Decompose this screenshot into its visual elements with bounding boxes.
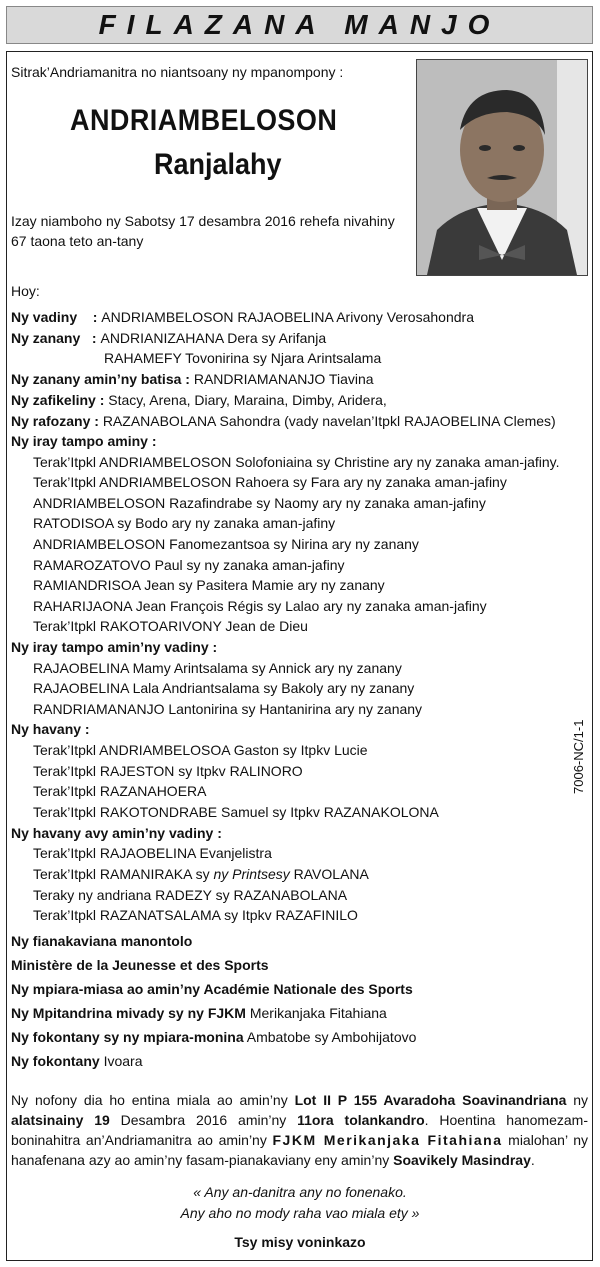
- funeral-day: alatsinainy 19: [11, 1112, 110, 1128]
- funeral-text: . Hoentina hanomezam-boninahitra an’Andriamanitra ao amin’ny: [11, 1112, 588, 1148]
- org-fokontany-1-value: Ambatobe sy Ambohijatovo: [246, 1029, 417, 1045]
- funeral-paragraph: [11, 1090, 588, 1170]
- zanany-batisa-label: Ny zanany amin’ny batisa :: [11, 371, 190, 387]
- header-bar: [6, 6, 593, 44]
- iray-tampo-aminy-item: RAMIANDRISOA Jean sy Pasitera Mamie ary ny zanany: [33, 577, 385, 593]
- havany-item: Terak’Itpkl RAJESTON sy Itpkv RALINORO: [33, 763, 303, 779]
- vadiny-value: ANDRIAMBELOSON RAJAOBELINA Arivony Verosahondra: [101, 309, 474, 325]
- funeral-text: mialohan’ ny hanafenana azy ao amin’ny fasam-pianakaviany eny amin’ny: [11, 1132, 588, 1168]
- org-academie: Ny mpiara-miasa ao amin’ny Académie Nationale des Sports: [11, 981, 413, 997]
- quote-line-1: « Any an-danitra any no fonenako.: [193, 1184, 407, 1200]
- iray-tampo-aminy-item: ANDRIAMBELOSON Razafindrabe sy Naomy ary ny zanaka aman-jafiny: [33, 495, 486, 511]
- iray-tampo-vadiny-item: RANDRIAMANANJO Lantonirina sy Hantanirina ary ny zanany: [33, 701, 423, 717]
- reference-code: 7006-NC/1-1: [571, 719, 586, 794]
- funeral-church: FJKM Merikanjaka Fitahiana: [272, 1132, 503, 1148]
- iray-tampo-aminy-item: Terak’Itpkl ANDRIAMBELOSON Solofoniaina sy Christine ary ny zanaka aman-jafiny.: [33, 454, 560, 470]
- iray-tampo-aminy-item: RATODISOA sy Bodo ary ny zanaka aman-jafiny: [33, 515, 336, 531]
- org-fianakaviana: Ny fianakaviana manontolo: [11, 933, 193, 949]
- zafikeliny-label: Ny zafikeliny :: [11, 392, 105, 408]
- iray-tampo-aminy-item: RAHARIJAONA Jean François Régis sy Lalao ary ny zanaka aman-jafiny: [33, 598, 487, 614]
- havany-vadiny-item: [33, 865, 369, 883]
- zafikeliny-row: [11, 391, 387, 409]
- hoy-label: Hoy:: [11, 283, 40, 299]
- havany-item: Terak’Itpkl RAZANAHOERA: [33, 783, 207, 799]
- org-fokontany-2: [11, 1052, 143, 1070]
- rafozany-row: [11, 412, 556, 430]
- iray-tampo-vadiny-item: RAJAOBELINA Lala Andriantsalama sy Bakoly ary ny zanany: [33, 680, 415, 696]
- vadiny-row: Ny vadiny : ANDRIAMBELOSON RAJAOBELINA Arivony Verosahondra: [11, 309, 474, 325]
- funeral-time: 11ora tolankandro: [297, 1112, 425, 1128]
- deceased-surname: ANDRIAMBELOSON: [70, 104, 338, 137]
- havany-vadiny-item: Teraky ny andriana RADEZY sy RAZANABOLANA: [33, 887, 348, 903]
- havany-vadiny-italic: ny Printsesy: [213, 866, 290, 882]
- zanany-value-2: RAHAMEFY Tovonirina sy Njara Arintsalama: [104, 350, 382, 366]
- org-fokontany-2-label: Ny fokontany: [11, 1053, 100, 1069]
- header-title: FILAZANA MANJO: [98, 9, 501, 40]
- zanany-label: Ny zanany: [11, 330, 81, 346]
- intro-text: Sitrak’Andriamanitra no niantsoany ny mpanompony :: [11, 64, 344, 80]
- funeral-burial-place: Soavikely Masindray: [393, 1152, 531, 1168]
- org-fjkm-label: Ny Mpitandrina mivady sy ny FJKM: [11, 1005, 246, 1021]
- no-flowers-notice: Tsy misy voninkazo: [234, 1234, 366, 1250]
- quote-line-2: Any aho no mody raha vao miala ety »: [180, 1205, 420, 1221]
- portrait-photo: [416, 59, 588, 276]
- zanany-batisa-value: RANDRIAMANANJO Tiavina: [193, 371, 374, 387]
- funeral-text: .: [530, 1152, 535, 1168]
- havany-item: Terak’Itpkl ANDRIAMBELOSOA Gaston sy Itpkv Lucie: [33, 742, 368, 758]
- rafozany-label: Ny rafozany :: [11, 413, 99, 429]
- havany-vadiny-item: Terak’Itpkl RAJAOBELINA Evanjelistra: [33, 845, 272, 861]
- iray-tampo-aminy-label: Ny iray tampo aminy :: [11, 433, 157, 449]
- iray-tampo-aminy-item: ANDRIAMBELOSON Fanomezantsoa sy Nirina ary ny zanany: [33, 536, 419, 552]
- funeral-text: Desambra 2016 amin’ny: [109, 1112, 298, 1128]
- iray-tampo-vadiny-label: Ny iray tampo amin’ny vadiny :: [11, 639, 218, 655]
- havany-vadiny-text: Terak’Itpkl RAMANIRAKA sy: [33, 866, 214, 882]
- iray-tampo-aminy-item: Terak’Itpkl ANDRIAMBELOSON Rahoera sy Fara ary ny zanaka aman-jafiny: [33, 474, 507, 490]
- deceased-firstname: Ranjalahy: [154, 148, 282, 181]
- havany-vadiny-text: RAVOLANA: [289, 866, 369, 882]
- death-notice: Izay niamboho ny Sabotsy 17 desambra 2016 rehefa nivahiny 67 taona teto an-tany: [11, 213, 395, 249]
- havany-item: Terak’Itpkl RAKOTONDRABE Samuel sy Itpkv RAZANAKOLONA: [33, 804, 439, 820]
- havany-label: Ny havany :: [11, 721, 90, 737]
- iray-tampo-aminy-item: RAMAROZATOVO Paul sy ny zanaka aman-jafiny: [33, 557, 345, 573]
- funeral-location: Lot II P 155 Avaradoha Soavinandriana: [294, 1092, 567, 1108]
- zanany-row: Ny zanany : ANDRIANIZAHANA Dera sy Arifanja: [11, 330, 327, 346]
- funeral-text: Ny nofony dia ho entina miala ao amin’ny: [11, 1092, 295, 1108]
- org-fjkm: [11, 1004, 387, 1022]
- org-fokontany-2-value: Ivoara: [103, 1053, 143, 1069]
- vadiny-label: Ny vadiny: [11, 309, 78, 325]
- zafikeliny-value: Stacy, Arena, Diary, Maraina, Dimby, Aridera,: [108, 392, 387, 408]
- havany-vadiny-item: Terak’Itpkl RAZANATSALAMA sy Itpkv RAZAFINILO: [33, 907, 358, 923]
- havany-vadiny-label: Ny havany avy amin’ny vadiny :: [11, 825, 222, 841]
- portrait-silhouette: [417, 60, 587, 275]
- zanany-value-1: ANDRIANIZAHANA Dera sy Arifanja: [100, 330, 327, 346]
- iray-tampo-aminy-item: Terak’Itpkl RAKOTOARIVONY Jean de Dieu: [33, 618, 308, 634]
- org-fjkm-value: Merikanjaka Fitahiana: [249, 1005, 387, 1021]
- org-fokontany-1-label: Ny fokontany sy ny mpiara-monina: [11, 1029, 244, 1045]
- org-fokontany-1: [11, 1028, 416, 1046]
- rafozany-value: RAZANABOLANA Sahondra (vady navelan’Itpkl RAJAOBELINA Clemes): [102, 413, 556, 429]
- zanany-batisa-row: [11, 370, 374, 388]
- org-ministere: Ministère de la Jeunesse et des Sports: [11, 957, 269, 973]
- iray-tampo-vadiny-item: RAJAOBELINA Mamy Arintsalama sy Annick ary ny zanany: [33, 660, 402, 676]
- funeral-text: ny: [566, 1092, 589, 1108]
